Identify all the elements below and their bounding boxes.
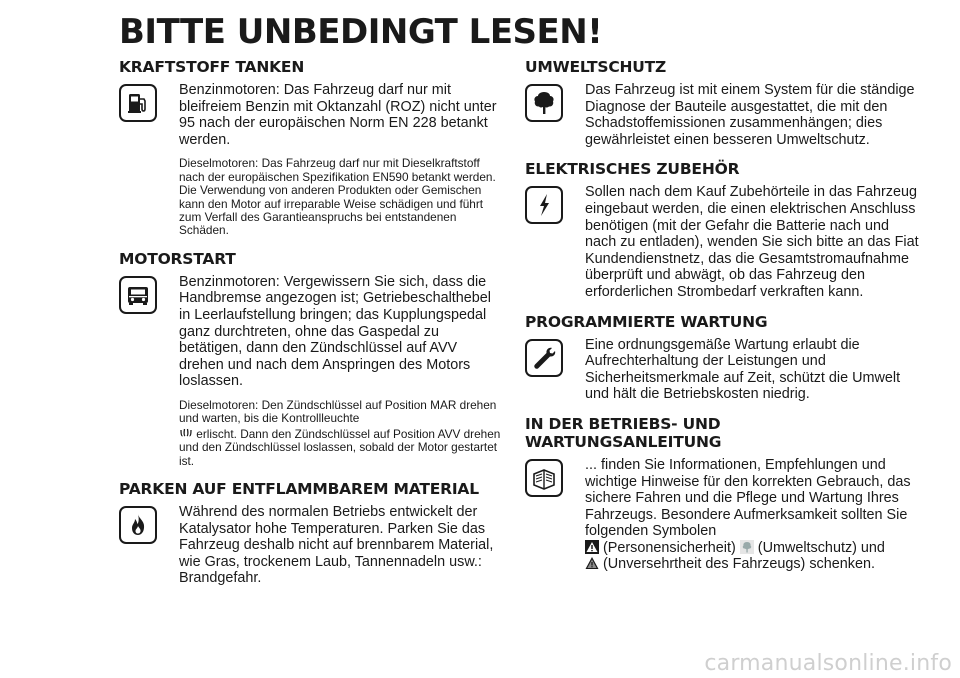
wrench-icon bbox=[525, 339, 563, 377]
section-body bbox=[119, 82, 504, 238]
page-title: BITTE UNBEDINGT LESEN! bbox=[119, 12, 603, 52]
section-elektrik bbox=[525, 160, 920, 300]
environment-icon bbox=[740, 540, 754, 554]
section-body bbox=[525, 457, 920, 573]
section-heading-line1: IN DER BETRIEBS- UND bbox=[525, 414, 721, 433]
body-text bbox=[585, 457, 920, 573]
section-body bbox=[119, 504, 504, 587]
left-column bbox=[119, 58, 504, 587]
section-heading: ELEKTRISCHES ZUBEHÖR bbox=[525, 160, 740, 179]
section-heading: UMWELTSCHUTZ bbox=[525, 58, 667, 76]
note-text: Dieselmotoren: Das Fahrzeug darf nur mit Dieselkraftstoff nach der europäischen Spezifikation EN590 betankt werden. Die Verwendung von anderen Produkten oder Gemischen kann den Motor auf irreparable Weise schädigen und führt zum Verfall des Garantieanspruchs bei entstandenen Schäden. bbox=[179, 156, 496, 238]
body-text: Benzinmotoren: Vergewissern Sie sich, dass die Handbremse angezogen ist; Getriebeschalthebel in Leerlaufstellung bringen; das Kupplungspedal ganz durchtreten, ohne das Gaspedal zu betätigen, dann den Zündschlüssel auf AVV drehen und nach dem Anspringen des Motors loslassen. bbox=[179, 273, 491, 390]
body-text: Das Fahrzeug ist mit einem System für die ständige Diagnose der Bauteile ausgestattet, die mit den Schadstoffemissionen zusammenhängen; dies gewährleistet einen besseren Umweltschutz. bbox=[585, 82, 915, 148]
section-anleitung bbox=[525, 415, 920, 573]
note-text bbox=[179, 399, 504, 468]
section-parken bbox=[119, 480, 504, 587]
note-text-start: Dieselmotoren: Den Zündschlüssel auf Position MAR drehen und warten, bis die Kontrollleuchte bbox=[179, 397, 497, 426]
section-heading: PARKEN AUF ENTFLAMMBAREM MATERIAL bbox=[119, 480, 479, 498]
section-motorstart bbox=[119, 250, 504, 468]
section-heading bbox=[525, 415, 920, 451]
section-body bbox=[525, 184, 920, 300]
lightning-icon bbox=[525, 186, 563, 224]
symbol-vehicle-label: (Unversehrtheit des Fahrzeugs) schenken. bbox=[603, 556, 875, 573]
section-heading: KRAFTSTOFF TANKEN bbox=[119, 58, 305, 76]
body-text: Eine ordnungsgemäße Wartung erlaubt die Aufrechterhaltung der Leistungen und Sicherheitsmerkmale auf Zeit, schützt die Umwelt und hält die Betriebskosten niedrig. bbox=[585, 336, 901, 403]
body-text-start: ... finden Sie Informationen, Empfehlungen und wichtige Hinweise für den korrekten Gebrauch, das sichere Fahren und die Pflege und Wartung Ihres Fahrzeugs. Besondere Aufmerksamkeit sollten Sie folgenden Symbolen bbox=[585, 456, 911, 540]
body-text: Benzinmotoren: Das Fahrzeug darf nur mit bleifreiem Benzin mit Oktanzahl (ROZ) nicht unter 95 nach der europäischen Norm EN 228 betankt werden. bbox=[179, 82, 497, 148]
section-wartung bbox=[525, 313, 920, 403]
symbol-environment-label: (Umweltschutz) und bbox=[757, 539, 885, 556]
section-body bbox=[525, 82, 920, 148]
body-text: Während des normalen Betriebs entwickelt der Katalysator hohe Temperaturen. Parken Sie das Fahrzeug deshalb nicht auf brennbarem Material, wie Gras, trockenem Laub, Tannennadeln usw.: Brandgefahr. bbox=[179, 504, 494, 587]
section-kraftstoff bbox=[119, 58, 504, 238]
fuel-pump-icon bbox=[119, 84, 157, 122]
flame-icon bbox=[119, 506, 157, 544]
tree-icon bbox=[525, 84, 563, 122]
warning-vehicle-icon bbox=[585, 556, 599, 570]
car-icon bbox=[119, 276, 157, 314]
section-heading: MOTORSTART bbox=[119, 249, 236, 268]
section-umweltschutz bbox=[525, 58, 920, 148]
symbol-safety-label: (Personensicherheit) bbox=[603, 539, 736, 556]
glow-plug-icon bbox=[179, 426, 193, 440]
body-text: Sollen nach dem Kauf Zubehörteile in das Fahrzeug eingebaut werden, die einen elektrischen Anschluss benötigen (mit der Gefahr die Batterie nach und nach zu entladen), wenden Sie sich bitte an das Fiat Kundendienstnetz, das die Gesamtstromaufnahme überprüft und abwägt, ob das Fahrzeug den erforderlichen Strombedarf verkraften kann. bbox=[585, 184, 919, 300]
warning-person-icon bbox=[585, 540, 599, 554]
section-heading: PROGRAMMIERTE WARTUNG bbox=[525, 312, 768, 331]
book-icon bbox=[525, 459, 563, 497]
note-text-end: erlischt. Dann den Zündschlüssel auf Position AVV drehen und den Zündschlüssel loslassen, sobald der Motor gestartet ist. bbox=[179, 426, 501, 468]
section-body bbox=[525, 337, 920, 403]
watermark: carmanualsonline.info bbox=[704, 651, 952, 676]
right-column bbox=[525, 58, 920, 573]
section-heading-line2: WARTUNGSANLEITUNG bbox=[525, 432, 722, 451]
section-body bbox=[119, 274, 504, 468]
